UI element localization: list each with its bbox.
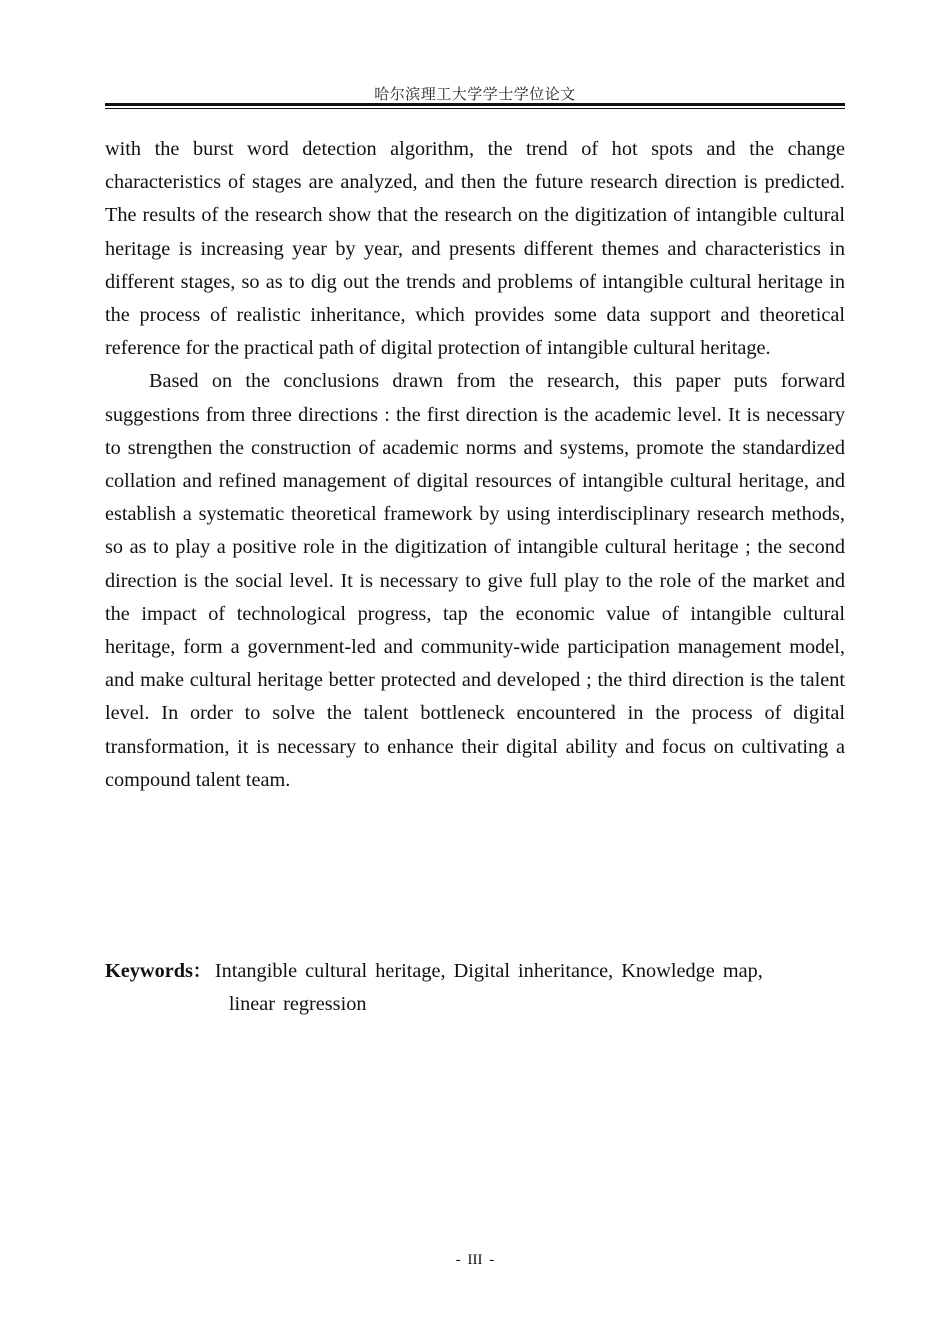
paragraph-suggestions: Based on the conclusions drawn from the research, this paper puts forward suggestions from three directions : the first direction is the academic level. It is necessary to strengthen the construction of academic norms and systems, promote the standardized collation and refined management of digital resources of intangible cultural heritage, and establish a systematic theoretical framework by using interdisciplinary research methods, so as to play a positive role in the digitization of intangible cultural heritage ; the second direction is the social level. It is necessary to give full play to the role of the market and the impact of technological progress, tap the economic value of intangible cultural heritage, form a government-led and community-wide participation management model, and make cultural heritage better protected and developed ; the third direction is the talent level. In order to solve the talent bottleneck encountered in the process of digital transformation, it is necessary to enhance their digital ability and focus on cultivating a compound talent team. [105,370,845,791]
keywords-colon: ： [192,961,211,982]
keywords-label [105,955,211,1021]
keywords-line-1: Intangible cultural heritage, Digital inheritance, Knowledge map, [214,960,763,982]
paragraph-continuation: with the burst word detection algorithm, the trend of hot spots and the change characteristics of stages are analyzed, and then the future research direction is predicted. The results of the research show that the research on the digitization of intangible cultural heritage is increasing year by year, and presents different themes and characteristics in different stages, so as to dig out the trends and problems of intangible cultural heritage in the process of realistic inheritance, which provides some data support and theoretical reference for the practical path of digital protection of intangible cultural heritage. [105,138,845,360]
header-double-rule [105,103,845,109]
page-number: - III - [455,1252,495,1268]
keywords-block [105,955,845,1021]
abstract-body [105,133,845,797]
running-header: 哈尔滨理工大学学士学位论文 [374,85,576,103]
keywords-line-2: linear regression [228,993,367,1016]
keywords-values [215,955,763,1021]
keywords-label-text: Keywords [105,960,193,982]
